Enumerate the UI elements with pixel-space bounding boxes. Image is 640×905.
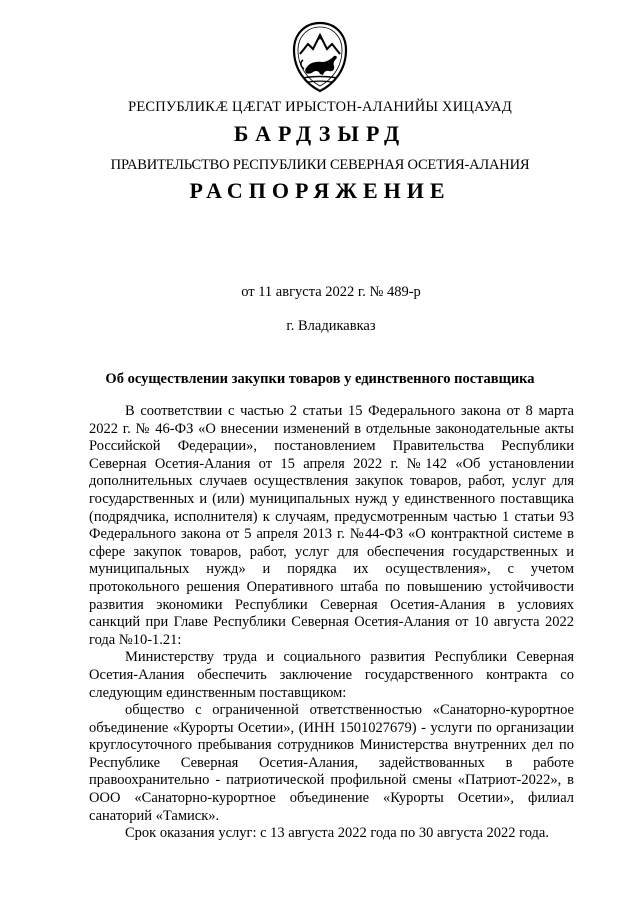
document-date-number: от 11 августа 2022 г. № 489-р: [241, 284, 421, 300]
ossetian-government-name: РЕСПУБЛИКÆ ЦÆГАТ ИРЫСТОН-АЛАНИЙЫ ХИЦАУАД: [128, 99, 512, 115]
document-title: Об осуществлении закупки товаров у единственного поставщика: [105, 371, 535, 387]
paragraph-supplier: общество с ограниченной ответственностью «Санаторно-курортное объединение «Курорты Осетии», (ИНН 1501027679) - услуги по организации круглосуточного пребывания сотрудников Министерства внутренних дел по Республике Северная Осетия-Алания, задействованных в работе правоохранительно - патриотической профильной смены «Патриот-2022», в ООО «Санаторно-курортное объединение «Курорты Осетии», филиал санаторий «Тамиск».: [89, 702, 574, 824]
document-city: г. Владикавказ: [286, 318, 376, 334]
coat-of-arms-icon: [288, 20, 352, 94]
document-body: [89, 403, 574, 843]
russian-government-name: ПРАВИТЕЛЬСТВО РЕСПУБЛИКИ СЕВЕРНАЯ ОСЕТИЯ-АЛАНИЯ: [110, 157, 530, 173]
ossetian-document-type: БАРДЗЫРД: [233, 121, 407, 146]
paragraph-service-period: Срок оказания услуг: с 13 августа 2022 года по 30 августа 2022 года.: [125, 825, 549, 842]
paragraph-ministry-order: Министерству труда и социального развития Республики Северная Осетия-Алания обеспечить заключение государственного контракта со следующим единственным поставщиком:: [89, 649, 574, 701]
russian-document-type: РАСПОРЯЖЕНИЕ: [189, 178, 451, 203]
paragraph-legal-basis: В соответствии с частью 2 статьи 15 Федерального закона от 8 марта 2022 г. № 46-ФЗ «О внесении изменений в отдельные законодательные акты Российской Федерации», постановлением Правительства Республики Северная Осетия-Алания от 15 апреля 2022 г. №142 «Об установлении дополнительных случаев осуществления закупок товаров, работ, услуг для государственных и (или) муниципальных нужд у единственного поставщика (подрядчика, исполнителя) к случаям, предусмотренным частью 1 статьи 93 Федерального закона от 5 апреля 2013 г. №44-ФЗ «О контрактной системе в сфере закупок товаров, работ, услуг для обеспечения государственных и муниципальных нужд» и порядка их осуществления», с учетом протокольного решения Оперативного штаба по повышению устойчивости развития экономики Республики Северная Осетия-Алания в условиях санкций при Главе Республики Северная Осетия-Алания от 10 августа 2022 года №10-1.21:: [89, 403, 574, 648]
